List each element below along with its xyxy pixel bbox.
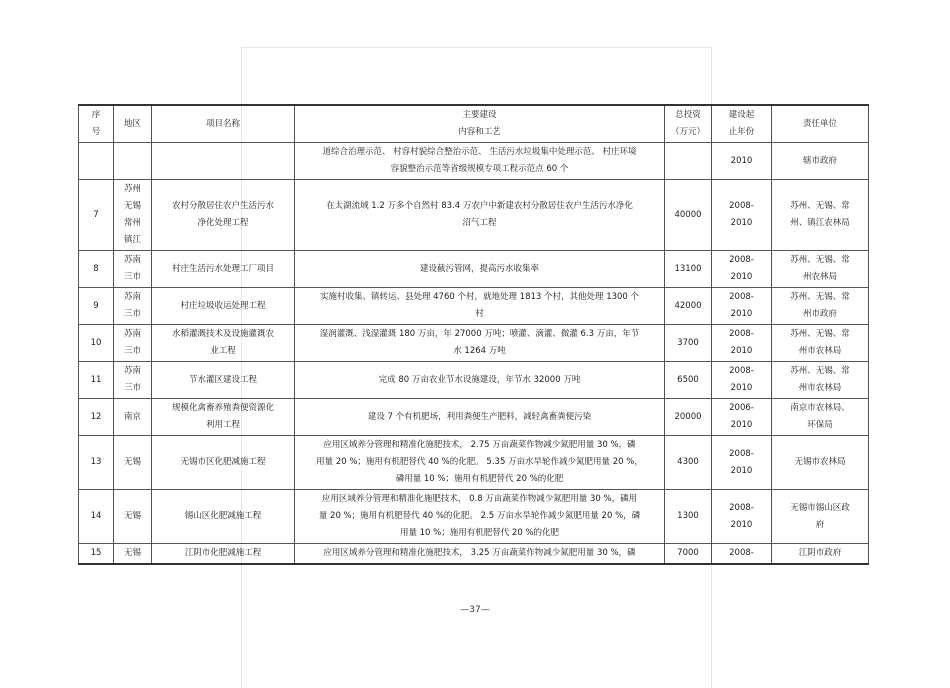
- cell-line: 镇江: [123, 235, 141, 245]
- cell-name: [152, 399, 295, 436]
- cell-investment: 4300: [665, 436, 712, 490]
- cell-investment: 13100: [665, 251, 712, 288]
- cell-line: 建设 7 个有机肥场，利用粪便生产肥料，减轻禽畜粪便污染: [367, 411, 592, 422]
- cell-line: 苏南: [123, 366, 141, 376]
- cell-content: [295, 436, 665, 490]
- cell-line: 2008-: [729, 448, 754, 459]
- header-unit: [772, 105, 869, 143]
- cell-years: [712, 288, 772, 325]
- table-row: [79, 399, 869, 436]
- cell-unit: [772, 325, 869, 362]
- cell-content: [295, 325, 665, 362]
- cell-line: 用量 20 %；施用有机肥替代 40 %的化肥。 5.35 万亩水旱轮作减少氮肥用量 20 %，: [316, 457, 643, 467]
- cell-investment: 1300: [665, 490, 712, 544]
- cell-line: 2010: [730, 519, 753, 530]
- page-number: —37—: [460, 605, 490, 615]
- cell-region: [114, 143, 152, 180]
- cell-line: 建设截污管网，提高污水收集率: [419, 263, 539, 274]
- cell-content: [295, 143, 665, 180]
- cell-line: 村庄生活污水处理工厂项目: [171, 263, 274, 274]
- cell-line: 容貌整治示范等省级规模专项工程示范点 60 个: [390, 164, 569, 174]
- cell-line: 止年份: [728, 127, 755, 137]
- table-body: [79, 143, 869, 565]
- cell-line: 2010: [730, 465, 753, 476]
- cell-line: （万元）: [670, 127, 705, 137]
- cell-line: 2010: [730, 383, 753, 393]
- cell-investment: 40000: [665, 180, 712, 251]
- cell-line: 2008-: [729, 292, 754, 302]
- cell-line: 在太湖流域 1.2 万多个自然村 83.4 万农户中新建农村分散居住农户生活污水净化: [326, 201, 633, 211]
- cell-line: 2008-: [729, 201, 754, 211]
- cell-line: 苏州、无锡、常: [790, 292, 850, 302]
- table-row: [79, 362, 869, 399]
- cell-line: 2008-: [729, 502, 754, 513]
- cell-line: 苏州、无锡、常: [790, 366, 850, 376]
- cell-line: 量 20 %；施用有机肥替代 40 %的化肥。 2.5 万亩水旱轮作减少氮肥用量 20 %，磷: [318, 511, 641, 521]
- cell-seq: 15: [79, 544, 114, 565]
- cell-line: 2008-: [729, 329, 754, 339]
- cell-content: [295, 288, 665, 325]
- cell-seq: 14: [79, 490, 114, 544]
- cell-line: 江阴市政府: [798, 548, 842, 558]
- cell-line: 辖市政府: [802, 155, 837, 166]
- cell-seq: 13: [79, 436, 114, 490]
- table-row: [79, 288, 869, 325]
- cell-line: 2010: [730, 218, 753, 228]
- cell-line: 道综合治理示范、 村容村貌综合整治示范、 生活污水垃圾集中处理示范、 村庄环境: [322, 147, 637, 157]
- cell-years: [712, 399, 772, 436]
- cell-name: [152, 490, 295, 544]
- table-row: [79, 544, 869, 565]
- cell-line: 沼气工程: [462, 218, 497, 228]
- cell-line: 无锡: [123, 201, 141, 211]
- cell-line: 责任单位: [802, 118, 837, 129]
- cell-name: [152, 251, 295, 288]
- cell-line: 环保局: [807, 420, 833, 430]
- cell-seq: 7: [79, 180, 114, 251]
- cell-content: [295, 544, 665, 565]
- cell-line: 序: [91, 110, 101, 120]
- cell-region: [114, 544, 152, 565]
- cell-line: 锡山区化肥减施工程: [184, 511, 262, 521]
- cell-line: 内容和工艺: [458, 127, 501, 137]
- cell-line: 无锡: [123, 511, 141, 521]
- cell-line: 苏南: [123, 292, 141, 302]
- cell-line: 湿润灌溉、浅湿灌溉 180 万亩，年 27000 万吨；喷灌、滴灌、微灌 6.3 万亩，年节: [319, 329, 640, 339]
- cell-investment: 6500: [665, 362, 712, 399]
- cell-unit: [772, 436, 869, 490]
- cell-investment: [665, 143, 712, 180]
- cell-line: 用量 10 %；施用有机肥替代 20 %的化肥: [399, 528, 560, 538]
- cell-region: [114, 251, 152, 288]
- cell-name: [152, 288, 295, 325]
- cell-years: [712, 544, 772, 565]
- cell-line: 地区: [123, 118, 141, 129]
- cell-investment: 3700: [665, 325, 712, 362]
- cell-line: 苏南: [123, 329, 141, 339]
- cell-name: [152, 544, 295, 565]
- cell-name: [152, 325, 295, 362]
- cell-years: [712, 362, 772, 399]
- cell-years: [712, 490, 772, 544]
- cell-line: 净化处理工程: [197, 218, 249, 228]
- table-row: [79, 251, 869, 288]
- header-years: [712, 105, 772, 143]
- cell-line: 农村分散居住农户生活污水: [171, 201, 274, 211]
- cell-line: 2010: [730, 346, 753, 356]
- cell-line: 2010: [730, 272, 753, 282]
- cell-line: 磷用量 10 %；施用有机肥替代 20 %的化肥: [395, 474, 564, 484]
- cell-unit: [772, 288, 869, 325]
- cell-content: [295, 399, 665, 436]
- cell-unit: [772, 180, 869, 251]
- cell-unit: [772, 143, 869, 180]
- cell-line: 完成 80 万亩农业节水设施建设，年节水 32000 万吨: [378, 374, 581, 385]
- header-seq: [79, 105, 114, 143]
- cell-region: [114, 362, 152, 399]
- cell-line: 主要建设: [462, 110, 497, 120]
- cell-line: 苏州、无锡、常: [790, 255, 850, 265]
- cell-line: 府: [815, 519, 825, 530]
- cell-unit: [772, 490, 869, 544]
- cell-region: [114, 399, 152, 436]
- cell-line: 州市农林局: [798, 383, 842, 393]
- cell-region: [114, 490, 152, 544]
- cell-content: [295, 490, 665, 544]
- cell-line: 实施村收集、镇转运、县处理 4760 个村，就地处理 1813 个村，其他处理 1300 个: [319, 292, 640, 302]
- cell-region: [114, 325, 152, 362]
- cell-line: 三市: [123, 383, 141, 393]
- cell-line: 利用工程: [205, 420, 240, 430]
- cell-name: [152, 436, 295, 490]
- cell-line: 2006-: [729, 403, 754, 413]
- cell-line: 南京市农林局、: [790, 403, 850, 413]
- cell-line: 江阴市化肥减施工程: [184, 548, 262, 558]
- cell-years: [712, 180, 772, 251]
- cell-investment: 20000: [665, 399, 712, 436]
- cell-seq: 10: [79, 325, 114, 362]
- cell-line: 三市: [123, 272, 141, 282]
- cell-line: 总投资: [675, 110, 701, 120]
- cell-name: [152, 362, 295, 399]
- cell-line: 三市: [123, 309, 141, 319]
- cell-name: [152, 143, 295, 180]
- cell-line: 苏州: [123, 184, 141, 194]
- cell-seq: 8: [79, 251, 114, 288]
- cell-line: 建设起: [728, 110, 755, 120]
- cell-line: 2008-: [729, 366, 754, 376]
- cell-line: 2010: [730, 420, 753, 430]
- cell-line: 无锡: [123, 457, 141, 467]
- header-name: [152, 105, 295, 143]
- cell-seq: 11: [79, 362, 114, 399]
- cell-region: [114, 288, 152, 325]
- cell-line: 项目名称: [205, 118, 240, 129]
- header-region: [114, 105, 152, 143]
- cell-line: 应用区域养分管理和精准化施肥技术， 3.25 万亩蔬菜作物减少氮肥用量 30 %，磷: [323, 548, 636, 558]
- cell-years: [712, 251, 772, 288]
- cell-seq: [79, 143, 114, 180]
- table-row: [79, 325, 869, 362]
- cell-seq: 9: [79, 288, 114, 325]
- cell-region: [114, 180, 152, 251]
- cell-line: 苏州、无锡、常: [790, 329, 850, 339]
- cell-line: 州农林局: [802, 272, 837, 282]
- cell-years: [712, 436, 772, 490]
- cell-content: [295, 362, 665, 399]
- cell-unit: [772, 251, 869, 288]
- cell-line: 州市政府: [802, 309, 837, 319]
- cell-line: 节水灌区建设工程: [188, 374, 257, 385]
- cell-line: 无锡市锡山区政: [790, 502, 850, 513]
- cell-content: [295, 251, 665, 288]
- cell-unit: [772, 399, 869, 436]
- cell-unit: [772, 544, 869, 565]
- cell-line: 无锡市区化肥减施工程: [180, 457, 266, 467]
- table-header-row: [79, 105, 869, 143]
- cell-name: [152, 180, 295, 251]
- cell-seq: 12: [79, 399, 114, 436]
- cell-line: 规模化禽畜养殖粪便资源化: [171, 403, 274, 413]
- cell-line: 州市农林局: [798, 346, 842, 356]
- table-row: [79, 490, 869, 544]
- cell-content: [295, 180, 665, 251]
- cell-line: 应用区域养分管理和精准化施肥技术， 2.75 万亩蔬菜作物减少氮肥用量 30 %，磷: [323, 440, 636, 450]
- table-row: [79, 143, 869, 180]
- cell-line: 无锡市农林局: [794, 457, 846, 467]
- cell-line: 2008-: [729, 548, 754, 558]
- cell-line: 南京: [123, 411, 141, 422]
- header-investment: [665, 105, 712, 143]
- cell-line: 号: [91, 127, 101, 137]
- cell-years: [712, 325, 772, 362]
- cell-line: 苏南: [123, 255, 141, 265]
- cell-line: 应用区域养分管理和精准化施肥技术， 0.8 万亩蔬菜作物减少氮肥用量 30 %，磷用: [321, 494, 638, 504]
- header-content: [295, 105, 665, 143]
- cell-line: 常州: [123, 218, 141, 228]
- cell-investment: 42000: [665, 288, 712, 325]
- cell-line: 苏州、无锡、常: [790, 201, 850, 211]
- project-table: [78, 104, 869, 565]
- cell-line: 水稻灌溉技术及设施灌溉农: [171, 329, 274, 339]
- cell-line: 三市: [123, 346, 141, 356]
- cell-line: 水 1264 万吨: [453, 346, 506, 356]
- cell-unit: [772, 362, 869, 399]
- cell-years: [712, 143, 772, 180]
- cell-investment: 7000: [665, 544, 712, 565]
- cell-line: 2010: [730, 309, 753, 319]
- table-row: [79, 436, 869, 490]
- cell-line: 业工程: [210, 346, 236, 356]
- table-row: [79, 180, 869, 251]
- cell-line: 2008-: [729, 255, 754, 265]
- cell-region: [114, 436, 152, 490]
- cell-line: 村: [475, 309, 484, 319]
- cell-line: 州、镇江农林局: [790, 218, 850, 228]
- cell-line: 2010: [730, 155, 753, 166]
- cell-line: 村庄垃圾收运处理工程: [180, 300, 266, 311]
- cell-line: 无锡: [123, 548, 141, 558]
